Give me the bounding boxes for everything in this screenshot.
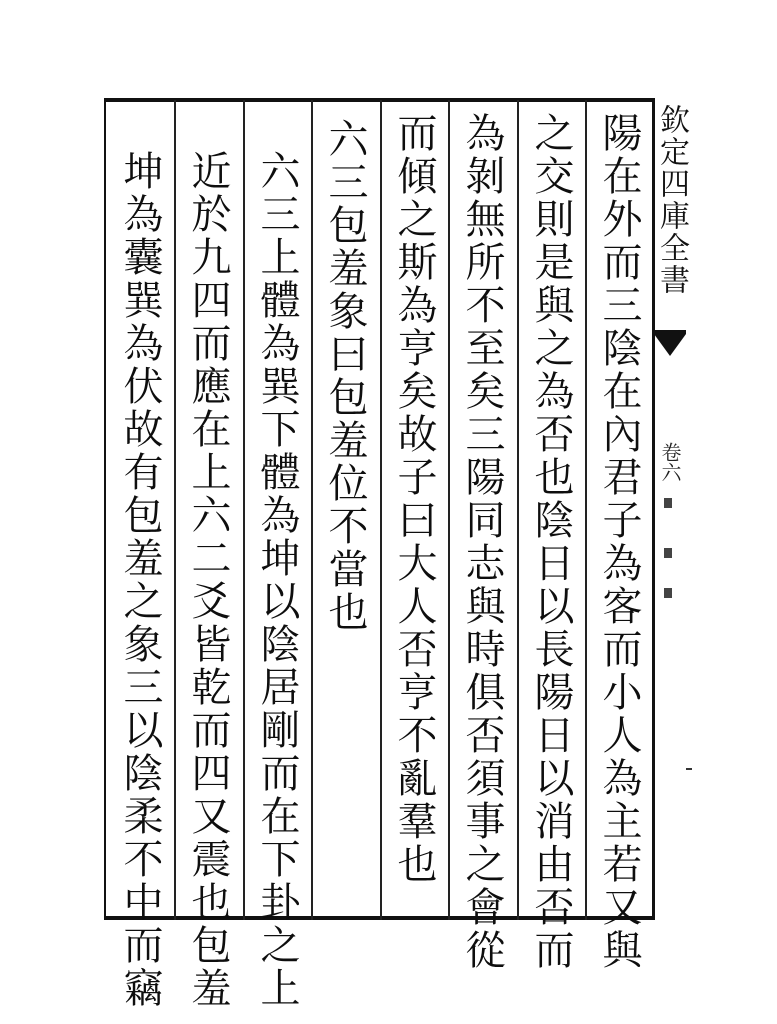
- column-text: 坤為囊巽為伏故有包羞之象三以陰柔不中而竊: [117, 150, 163, 1010]
- column-text: 六三包羞象曰包羞位不當也: [322, 118, 368, 634]
- text-column-1: [585, 112, 653, 972]
- text-column-8: [106, 150, 174, 1010]
- column-text: 陽在外而三陰在內君子為客而小人為主若又與: [596, 112, 642, 972]
- margin-dot: [664, 588, 672, 598]
- volume-label: 卷六: [658, 442, 682, 482]
- text-column-6: [243, 150, 311, 1010]
- fishtail-mark-icon: [654, 334, 686, 356]
- column-text: 而傾之斯為亨矣故子曰大人否亨不亂羣也: [391, 112, 437, 886]
- text-column-2: [517, 112, 585, 972]
- text-column-4: [380, 112, 448, 918]
- column-text: 六三上體為巽下體為坤以陰居剛而在下卦之上: [254, 150, 300, 1010]
- text-column-5: [311, 118, 379, 924]
- text-column-3: [448, 112, 516, 972]
- column-text: 之交則是與之為否也陰日以長陽日以消由否而: [528, 112, 574, 972]
- collection-title: 欽定四庫全書: [654, 104, 689, 296]
- margin-dot: [664, 498, 672, 508]
- column-text: 為剝無所不至矣三陽同志與時俱否須事之會從: [459, 112, 505, 972]
- margin-dot: [664, 548, 672, 558]
- text-column-7: [174, 150, 242, 1010]
- margin-tick: [686, 768, 692, 770]
- column-text: 近於九四而應在上六二爻皆乾而四又震也包羞: [185, 150, 231, 1010]
